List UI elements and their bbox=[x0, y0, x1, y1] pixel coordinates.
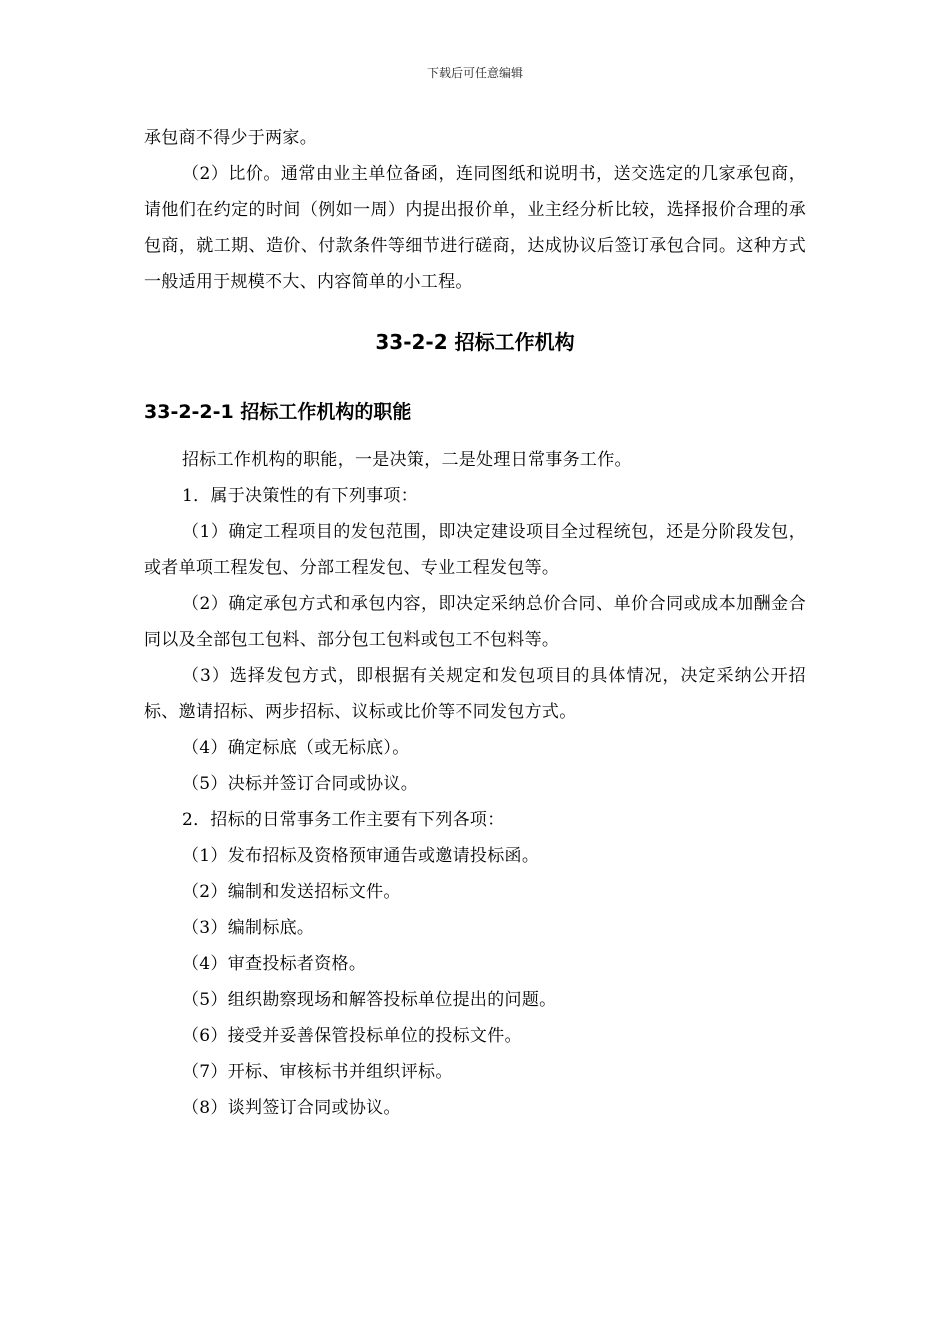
list-item: （5）组织勘察现场和解答投标单位提出的问题。 bbox=[182, 990, 557, 1010]
list-item: （3）编制标底。 bbox=[182, 918, 315, 938]
page-header: 下载后可任意编辑 bbox=[426, 66, 523, 80]
list-item: （6）接受并妥善保管投标单位的投标文件。 bbox=[182, 1026, 522, 1046]
list-item: 2．招标的日常事务工作主要有下列各项： bbox=[182, 810, 505, 830]
paragraph: 承包商不得少于两家。 bbox=[144, 128, 317, 148]
list-item: （4）审查投标者资格。 bbox=[182, 954, 367, 974]
document-body bbox=[144, 120, 806, 1126]
subsection-heading: 33-2-2-1 招标工作机构的职能 bbox=[144, 401, 412, 423]
list-item: （1）发布招标及资格预审通告或邀请投标函。 bbox=[182, 846, 540, 866]
list-item: （7）开标、审核标书并组织评标。 bbox=[182, 1062, 453, 1082]
list-item: （2）编制和发送招标文件。 bbox=[182, 882, 401, 902]
paragraph: （2）比价。通常由业主单位备函，连同图纸和说明书，送交选定的几家承包商，请他们在约定的时间（例如一周）内提出报价单，业主经分析比较，选择报价合理的承包商，就工期、造价、付款条件等细节进行磋商，达成协议后签订承包合同。这种方式一般适用于规模不大、内容简单的小工程。 bbox=[144, 164, 806, 292]
list-item: （5）决标并签订合同或协议。 bbox=[182, 774, 419, 794]
paragraph: 招标工作机构的职能，一是决策，二是处理日常事务工作。 bbox=[182, 450, 632, 470]
list-item: （3）选择发包方式，即根据有关规定和发包项目的具体情况，决定采纳公开招标、邀请招标、两步招标、议标或比价等不同发包方式。 bbox=[144, 666, 806, 722]
list-item: 1．属于决策性的有下列事项： bbox=[182, 486, 419, 506]
list-item: （4）确定标底（或无标底）。 bbox=[182, 738, 410, 758]
body-paragraphs bbox=[144, 442, 806, 1126]
list-item: （2）确定承包方式和承包内容，即决定采纳总价合同、单价合同或成本加酬金合同以及全部包工包料、部分包工包料或包工不包料等。 bbox=[144, 594, 806, 650]
section-heading: 33-2-2 招标工作机构 bbox=[375, 330, 575, 354]
list-item: （8）谈判签订合同或协议。 bbox=[182, 1098, 401, 1118]
list-item: （1）确定工程项目的发包范围，即决定建设项目全过程统包，还是分阶段发包，或者单项工程发包、分部工程发包、专业工程发包等。 bbox=[144, 522, 806, 578]
